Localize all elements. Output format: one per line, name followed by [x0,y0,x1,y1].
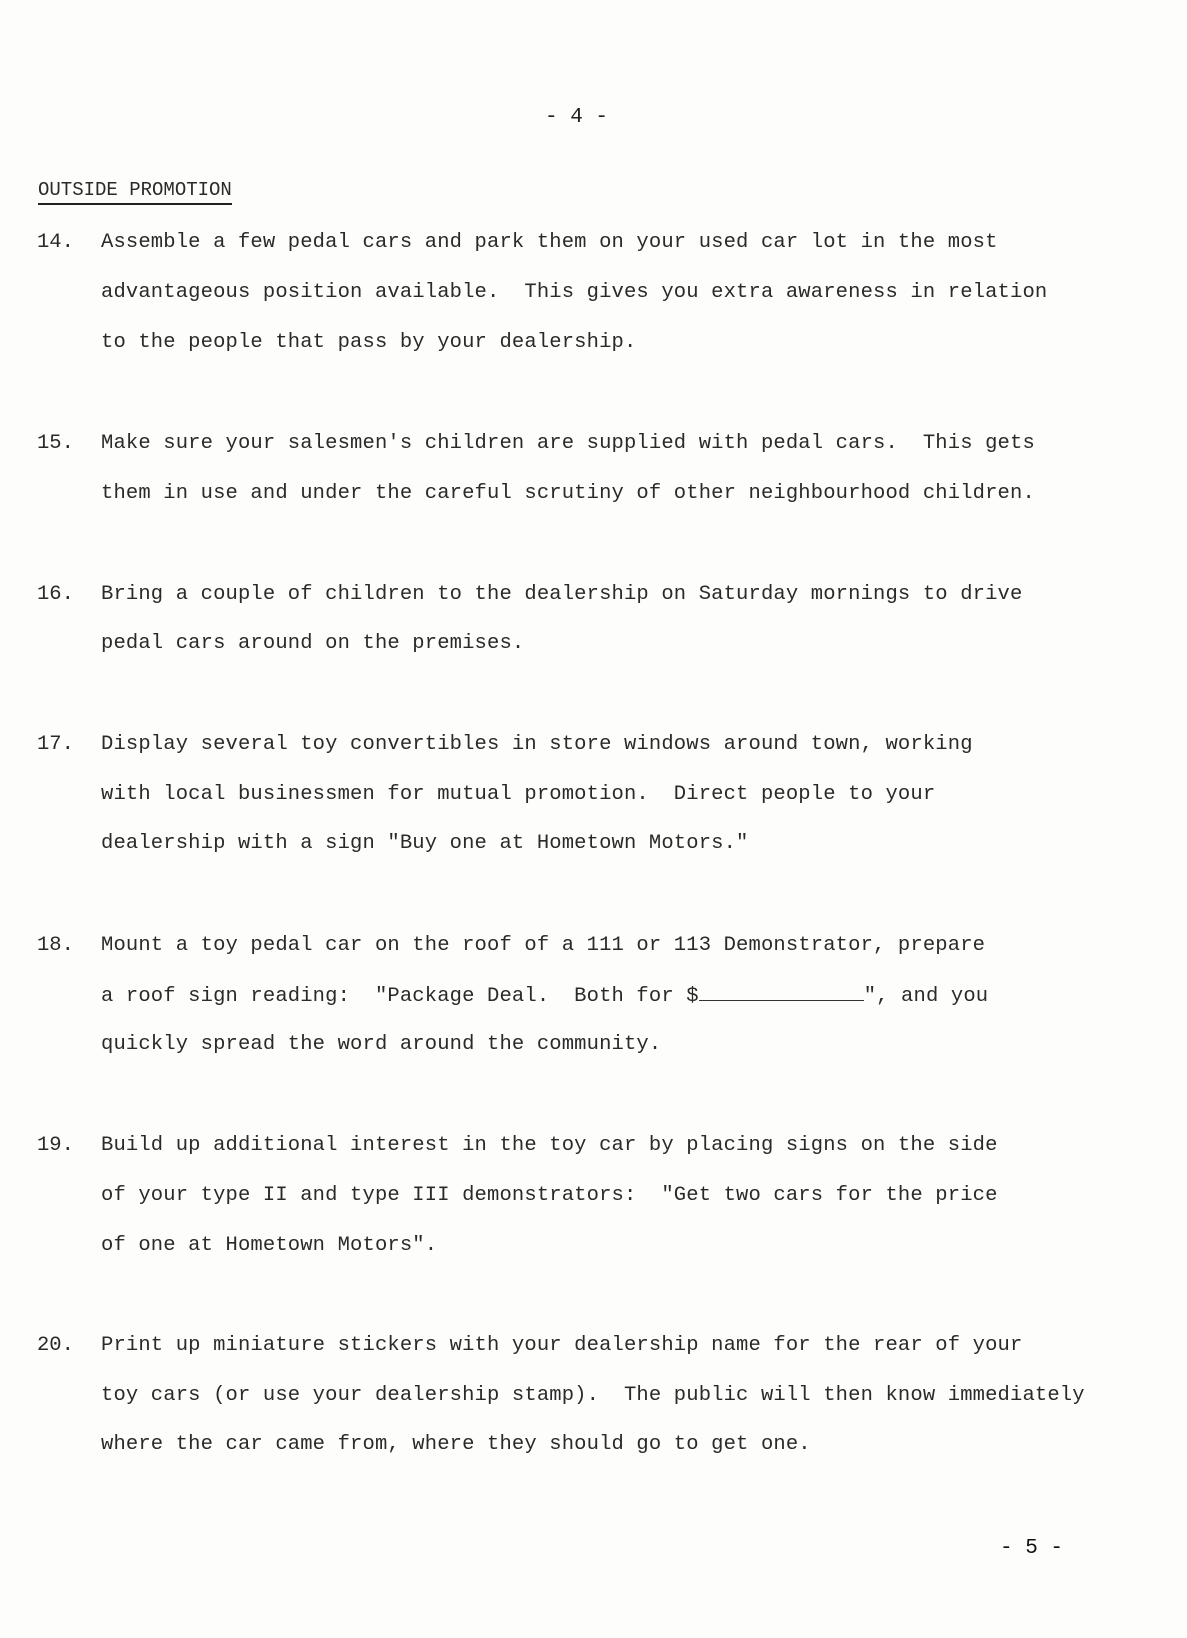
item-text-line: Bring a couple of children to the dealership on Saturday mornings to drive [101,583,1023,606]
item-text-segment: a roof sign reading: "Package Deal. Both for $ [101,985,699,1008]
item-text-line: quickly spread the word around the community. [101,1033,662,1056]
item-text-line: Build up additional interest in the toy car by placing signs on the side [101,1134,998,1157]
item-number: 17. [37,733,74,756]
item-number: 18. [37,934,74,957]
item-text-line: advantageous position available. This gives you extra awareness in relation [101,281,1048,304]
item-text-line: where the car came from, where they should go to get one. [101,1433,811,1456]
item-text-line: to the people that pass by your dealership. [101,331,637,354]
page-number-top: - 4 - [545,106,609,129]
item-text-segment: ", and you [863,985,989,1008]
item-text-line: Display several toy convertibles in store windows around town, working [101,733,973,756]
item-number: 19. [37,1134,74,1157]
item-text-line: Make sure your salesmen's children are supplied with pedal cars. This gets [101,432,1035,455]
item-text-line: of your type II and type III demonstrators: "Get two cars for the price [101,1184,998,1207]
section-heading: OUTSIDE PROMOTION [38,178,232,205]
item-number: 14. [37,231,74,254]
item-text-line: Assemble a few pedal cars and park them on your used car lot in the most [101,231,998,254]
item-number: 16. [37,583,74,606]
item-text-line: them in use and under the careful scrutiny of other neighbourhood children. [101,482,1035,505]
price-blank-line [699,984,864,1001]
item-number: 15. [37,432,74,455]
item-text-line: of one at Hometown Motors". [101,1234,438,1257]
item-text-line-with-blank [101,984,988,1009]
item-number: 20. [37,1334,74,1357]
item-text-line: Print up miniature stickers with your dealership name for the rear of your [101,1334,1023,1357]
item-text-line: Mount a toy pedal car on the roof of a 111 or 113 Demonstrator, prepare [101,934,986,957]
item-text-line: toy cars (or use your dealership stamp). The public will then know immediately [101,1384,1085,1407]
item-text-line: with local businessmen for mutual promotion. Direct people to your [101,783,936,806]
item-text-line: pedal cars around on the premises. [101,632,525,655]
item-text-line: dealership with a sign "Buy one at Hometown Motors." [101,832,749,855]
page-number-bottom: - 5 - [1000,1537,1064,1560]
